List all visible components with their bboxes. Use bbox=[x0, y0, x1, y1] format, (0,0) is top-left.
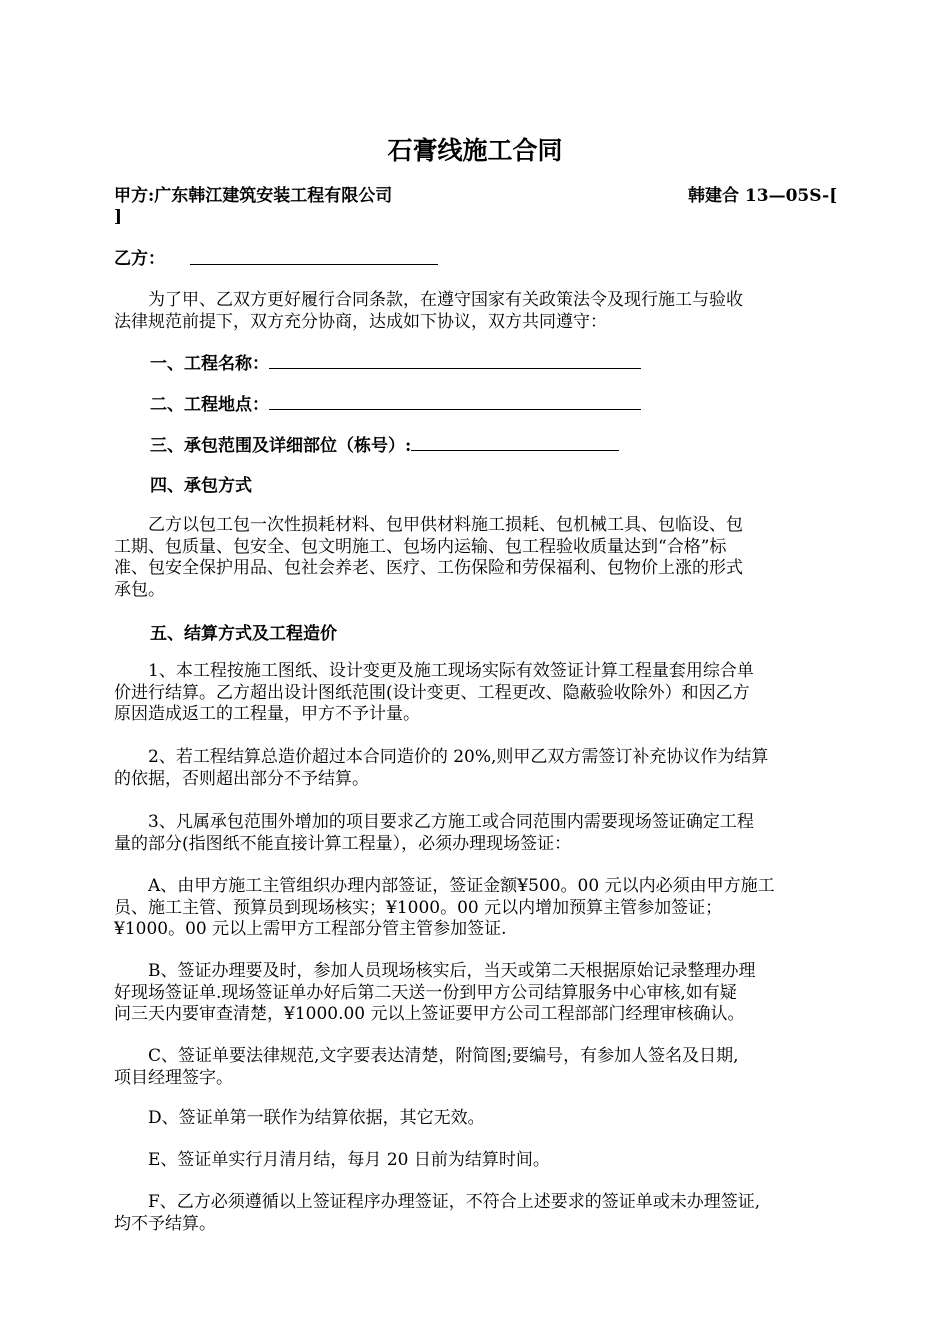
section-3-heading: 三、承包范围及详细部位（栋号）: bbox=[150, 434, 619, 457]
item-2-paragraph: 2、若工程结算总造价超过本合同造价的 20%,则甲乙双方需签订补充协议作为结算 的依据，否则超出部分不予结算。 bbox=[114, 747, 769, 789]
section-4-body: 乙方以包工包一次性损耗材料、包甲供材料施工损耗、包机械工具、包临设、包 工期、包质量、包安全、包文明施工、包场内运输、包工程验收质量达到“合格”标 准、包安全保护用品、包社会养老、医疗、工伤保险和劳保福利、包物价上涨的形式 承包。 bbox=[114, 515, 743, 600]
section-2-heading: 二、工程地点： bbox=[150, 393, 641, 416]
party-b-blank[interactable] bbox=[190, 248, 438, 271]
party-b-label: 乙方： bbox=[114, 249, 165, 269]
contract-number-bracket: ] bbox=[114, 207, 123, 227]
document-title: 石膏线施工合同 bbox=[387, 136, 563, 165]
section-1-heading: 一、工程名称： bbox=[150, 352, 641, 375]
project-name-blank[interactable] bbox=[269, 352, 641, 369]
item-e-paragraph: E、签证单实行月清月结，每月 20 日前为结算时间。 bbox=[148, 1150, 550, 1170]
scope-blank[interactable] bbox=[411, 434, 619, 451]
intro-paragraph: 为了甲、乙双方更好履行合同条款，在遵守国家有关政策法令及现行施工与验收 法律规范前提下，双方充分协商，达成如下协议，双方共同遵守： bbox=[114, 290, 743, 332]
item-c-paragraph: C、签证单要法律规范,文字要表达清楚，附简图;要编号，有参加人签名及日期, 项目经理签字。 bbox=[114, 1046, 739, 1088]
item-b-paragraph: B、签证办理要及时，参加人员现场核实后，当天或第二天根据原始记录整理办理 好现场签证单.现场签证单办好后第二天送一份到甲方公司结算服务中心审核,如有疑 问三天内要审查清楚，¥1000.00 元以上签证要甲方公司工程部部门经理审核确认。 bbox=[114, 961, 756, 1024]
item-d-paragraph: D、签证单第一联作为结算依据，其它无效。 bbox=[148, 1108, 485, 1128]
item-3-paragraph: 3、凡属承包范围外增加的项目要求乙方施工或合同范围内需要现场签证确定工程 量的部分(指图纸不能直接计算工程量），必须办理现场签证： bbox=[114, 812, 754, 854]
item-f-paragraph: F、乙方必须遵循以上签证程序办理签证，不符合上述要求的签证单或未办理签证, 均不予结算。 bbox=[114, 1192, 761, 1234]
party-a-label: 甲方:广东韩江建筑安装工程有限公司 bbox=[114, 186, 393, 206]
project-location-blank[interactable] bbox=[269, 393, 641, 410]
section-5-heading: 五、结算方式及工程造价 bbox=[150, 624, 337, 644]
item-a-paragraph: A、由甲方施工主管组织办理内部签证，签证金额¥500。00 元以内必须由甲方施工 员、施工主管、预算员到现场核实；¥1000。00 元以内增加预算主管参加签证； ¥1000。00 元以上需甲方工程部分管主管参加签证. bbox=[114, 876, 775, 939]
contract-number: 韩建合 13—05S-[ bbox=[688, 186, 838, 206]
section-4-heading: 四、承包方式 bbox=[150, 476, 252, 496]
item-1-paragraph: 1、本工程按施工图纸、设计变更及施工现场实际有效签证计算工程量套用综合单 价进行结算。乙方超出设计图纸范围(设计变更、工程更改、隐蔽验收除外）和因乙方 原因造成返工的工程量，甲方不予计量。 bbox=[114, 661, 754, 724]
